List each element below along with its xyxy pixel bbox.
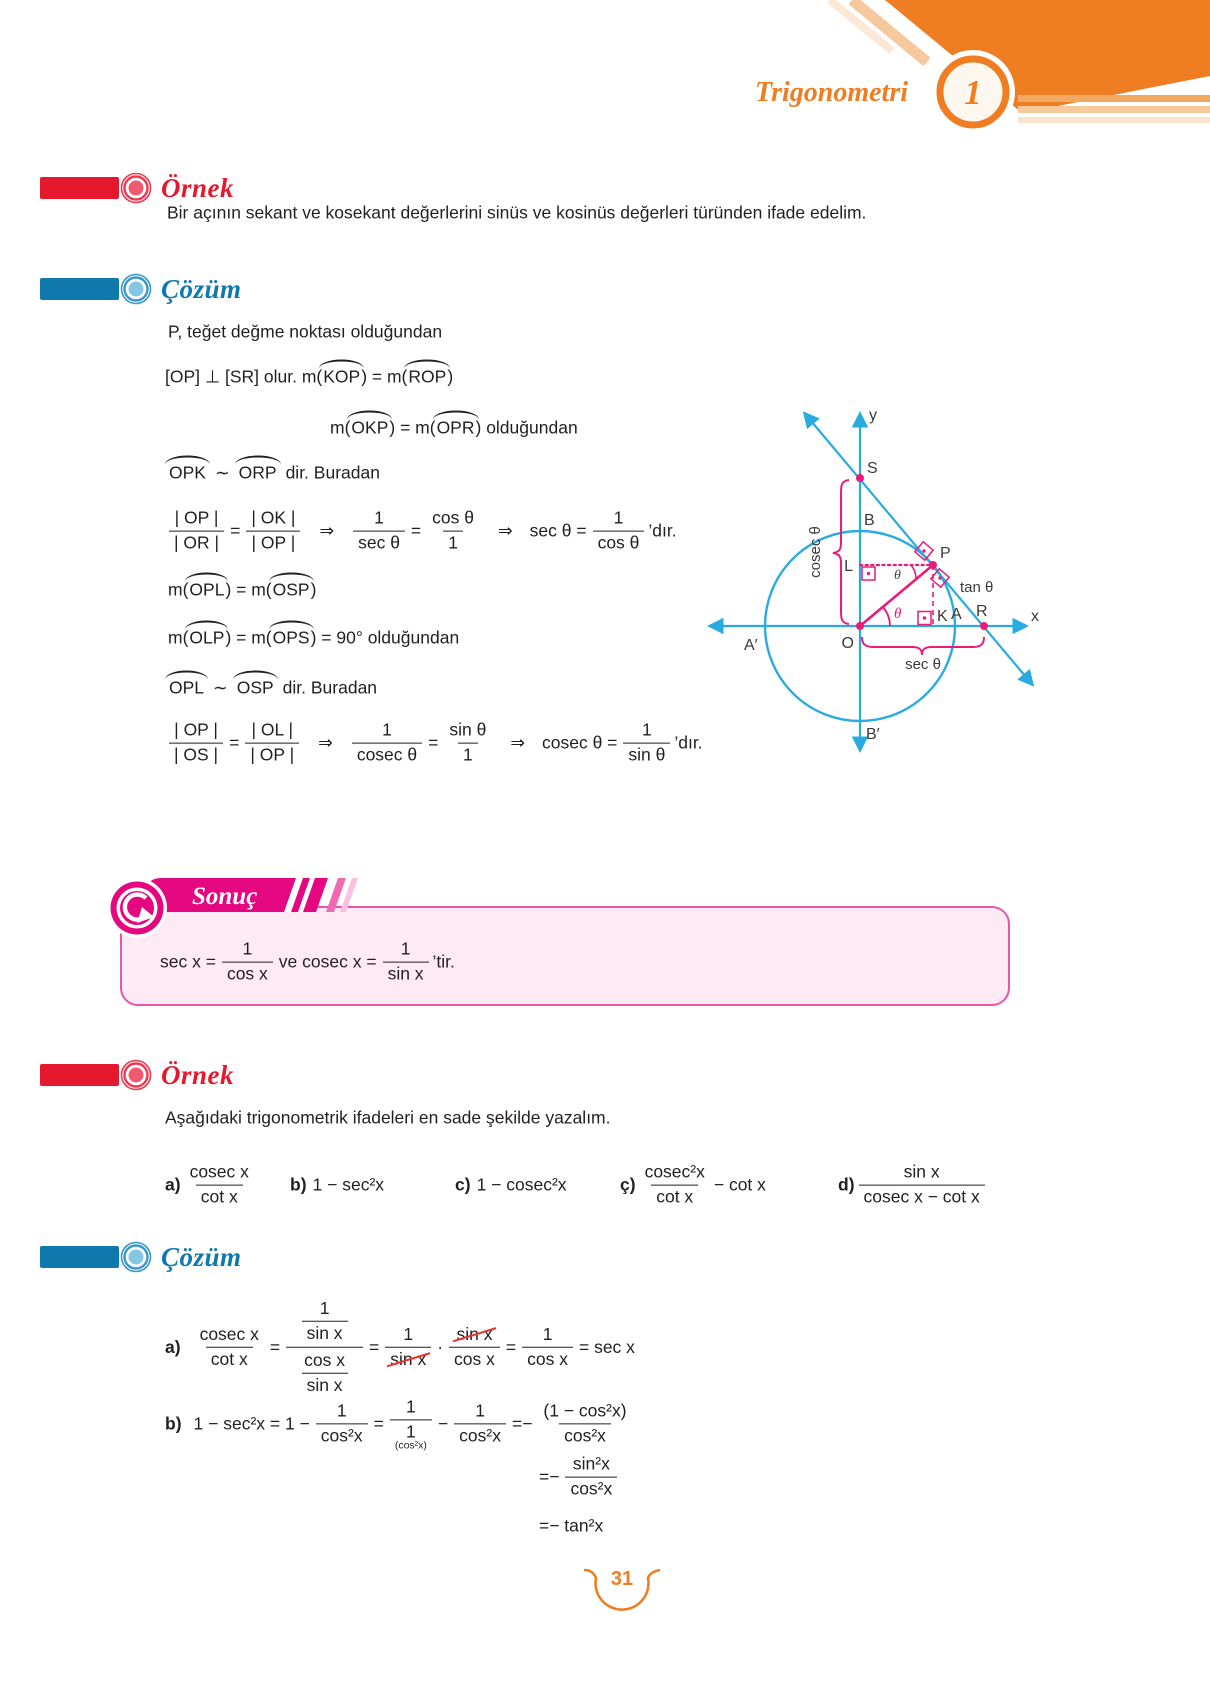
angle-hat: OSP: [236, 677, 274, 698]
cancelled-term: sin x: [390, 1348, 427, 1369]
fraction: $\frac{1}{\text{sin x}}$: [385, 1324, 431, 1371]
result-banner-label: Sonuç: [192, 883, 258, 910]
label-B-prime: B′: [866, 726, 880, 743]
angle-hat: OPK: [169, 462, 206, 483]
angle-hat: KOP: [323, 366, 361, 387]
banner-label: Çözüm: [161, 273, 242, 304]
banner-bar: [40, 177, 119, 199]
point-O: [856, 622, 864, 630]
label-B: B: [864, 512, 875, 529]
fraction: $\frac{| OK |}{| OP |}$: [246, 508, 300, 555]
fraction: $\frac{1}{\text{cos x}}$: [222, 939, 273, 986]
implies-arrow: ⇒: [510, 732, 525, 753]
solution-line-3: m( OKP ) = m( OPR ) olduğundan: [330, 417, 578, 438]
angle-hat: OLP: [189, 627, 225, 648]
solution-line-1: P, teğet değme noktası olduğundan: [168, 321, 443, 342]
label-x: x: [1031, 608, 1039, 625]
target-icon: [119, 1240, 153, 1274]
solution-a-row: a) $\frac{\text{cosec x}}{\text{cot x}}$ = $\frac{\frac{1}{\text{sin x}}}{\frac{\text{cos x}}{\text{sin x}}}$ = $\frac{1}{\text{sin x}}$ · $\frac{\text{sin x}}{\text{cos x}}$ = $\frac{1}{\text{cos x}}$ = sec x: [165, 1296, 637, 1399]
solution-b-continuation-1: =− $\frac{\text{sin²x}}{\text{cos²x}}$: [537, 1454, 621, 1501]
cosec-brace: [833, 480, 849, 624]
solution-line-6: m( OLP ) = m( OPS ) = 90° olduğundan: [168, 627, 460, 648]
example-banner-1: [40, 170, 234, 206]
solution-line-7: OPL ∼ OSP dir. Buradan: [169, 677, 378, 698]
fraction: $\frac{| OL |}{| OP |}$: [245, 720, 299, 767]
fraction: $\frac{\text{sin θ}}{1}$: [449, 719, 487, 765]
banner-label: Örnek: [161, 172, 235, 203]
solution-banner-2: [40, 1239, 242, 1275]
label-R: R: [976, 603, 988, 620]
page-footer: [450, 1550, 770, 1620]
example-banner-2: [40, 1057, 234, 1093]
angle-hat: OKP: [351, 417, 389, 438]
fraction: $\frac{1}{\text{cosec θ}}$: [352, 720, 422, 767]
fraction: $\frac{\text{(1 − cos²x)}}{\text{cos²x}}$: [543, 1400, 627, 1446]
banner-bar: [40, 1246, 119, 1268]
fraction: $\frac{\text{sin²x}}{\text{cos²x}}$: [565, 1454, 617, 1501]
label-O: O: [841, 635, 854, 652]
cancelled-term: sin x: [456, 1323, 493, 1344]
solution-line-5: m( OPL ) = m( OSP ): [168, 579, 317, 600]
fraction: $\frac{1}{\text{sin x}}$: [383, 939, 429, 986]
theta-arc-at-P: [911, 565, 916, 579]
page-number: 31: [610, 1568, 634, 1590]
fraction: $\frac{| OP |}{| OR |}$: [169, 508, 224, 555]
theta-label-P: θ: [894, 568, 901, 583]
cosec-theta-label: cosec θ: [807, 526, 824, 578]
label-y: y: [869, 407, 877, 424]
problem-item-c: c) 1 − cosec²x: [455, 1174, 567, 1195]
label-A: A: [951, 606, 962, 623]
problem-item-a: a) $\frac{\text{cosec x}}{\text{cot x}}$: [165, 1162, 258, 1209]
solution-banner-1: [40, 271, 242, 307]
fraction: $\frac{\text{sin x}}{\text{cosec x − cot x}}$: [859, 1162, 985, 1209]
sec-brace: [862, 637, 984, 655]
label-S: S: [867, 460, 878, 477]
angle-hat: ORP: [238, 462, 277, 483]
label-A-prime: A′: [744, 637, 758, 654]
example-1-text: Bir açının sekant ve kosekant değerlerini sinüs ve kosinüs değerleri türünden ifade edelim.: [167, 202, 867, 223]
angle-hat: OPL: [189, 579, 225, 600]
problem-item-d: d) $\frac{\text{sin x}}{\text{cosec x − cot x}}$: [838, 1162, 989, 1209]
header-rule-1: [1018, 95, 1210, 102]
angle-hat: ROP: [408, 366, 447, 387]
banner-bar: [40, 278, 119, 300]
equation-sec: $\frac{| OP |}{| OR |}$ = $\frac{| OK |}{| OP |}$ ⇒ $\frac{1}{\text{sec θ}}$ = $\frac{\text{cos θ}}{1}$ ⇒ sec θ = $\frac{1}{\text{cos θ}}$ ’dır.: [165, 508, 677, 555]
fraction: $\frac{1}{\text{cos²x}}$: [454, 1401, 506, 1448]
fraction: $\frac{1}{\text{cos²x}}$: [316, 1401, 368, 1448]
theta-arc-at-O: [883, 607, 890, 626]
fraction: $\frac{1}{\text{cos x}}$: [522, 1324, 573, 1371]
fraction: $\frac{\text{cos θ}}{1}$: [432, 507, 474, 553]
label-K: K: [937, 608, 948, 625]
point-R: [980, 622, 988, 630]
unit-circle-diagram: [648, 360, 1046, 765]
fraction: $\frac{1}{\text{sec θ}}$: [353, 508, 405, 555]
header-rule-3: [1018, 117, 1210, 123]
label-L: L: [844, 558, 853, 575]
problem-item-c2: ç) $\frac{\text{cosec²x}}{\text{cot x}}$ − cot x: [620, 1161, 766, 1207]
target-icon: [119, 1058, 153, 1092]
solution-line-4: OPK ∼ ORP dir. Buradan: [169, 462, 380, 483]
fraction-nested: $\frac{\frac{1}{\text{sin x}}}{\frac{\text{cos x}}{\text{sin x}}}$: [286, 1296, 363, 1399]
sec-theta-label: sec θ: [905, 656, 941, 673]
example-2-text: Aşağıdaki trigonometrik ifadeleri en sade şekilde yazalım.: [165, 1107, 611, 1128]
chapter-title: Trigonometri: [755, 77, 908, 108]
fraction: $\frac{1}{\text{sin θ}}$: [623, 720, 670, 767]
tan-theta-label: tan θ: [960, 579, 994, 596]
implies-arrow: ⇒: [319, 520, 335, 541]
point-S: [856, 474, 864, 482]
implies-arrow: ⇒: [318, 732, 333, 753]
fraction: $\frac{\text{cosec x}}{\text{cot x}}$: [199, 1323, 259, 1369]
header-decoration: [0, 0, 1210, 155]
banner-label: Çözüm: [161, 1241, 242, 1272]
result-formula: sec x = $\frac{1}{\text{cos x}}$ ve cosec x = $\frac{1}{\text{sin x}}$ ’tir.: [160, 938, 455, 984]
fraction: $\frac{| OP |}{| OS |}$: [169, 720, 223, 767]
label-P: P: [940, 545, 951, 562]
angle-hat: OPL: [169, 677, 205, 698]
problem-item-b: b) 1 − sec²x: [290, 1174, 385, 1195]
fraction: $\frac{\text{cosec x}}{\text{cot x}}$: [189, 1161, 249, 1207]
banner-label: Örnek: [161, 1059, 235, 1090]
fraction: $\frac{1}{\text{cos θ}}$: [593, 508, 645, 555]
angle-hat: OPS: [272, 627, 310, 648]
solution-line-2: [OP] ⊥ [SR] olur. m( KOP ) = m( ROP ): [165, 366, 454, 387]
banner-bar: [40, 1064, 119, 1086]
fraction: $\frac{\text{sin x}}{\text{cos x}}$: [449, 1324, 500, 1371]
angle-hat: OSP: [272, 579, 310, 600]
point-P: [929, 561, 937, 569]
target-icon: [119, 171, 153, 205]
equation-cosec: $\frac{| OP |}{| OS |}$ = $\frac{| OL |}{| OP |}$ ⇒ $\frac{1}{\text{cosec θ}}$ = $\frac{\text{sin θ}}{1}$ ⇒ cosec θ = $\frac{1}{\text{sin θ}}$ ’dır.: [165, 720, 703, 767]
solution-b-row: b) 1 − sec²x = 1 − $\frac{1}{\text{cos²x}}$ = 1 1 (cos²x) − $\frac{1}{\text{cos²x}}$ =− $\frac{\text{(1 − cos²x)}}{\text{cos²x}}$: [165, 1396, 636, 1451]
angle-hat: OPR: [436, 417, 475, 438]
multiplier-annotation: (cos²x): [394, 1439, 427, 1452]
solution-b-continuation-2: =− tan²x: [539, 1515, 604, 1536]
chapter-number: 1: [964, 73, 982, 112]
fraction: $\frac{\text{cosec²x}}{\text{cot x}}$: [644, 1161, 705, 1207]
theta-label-O: θ: [894, 606, 902, 622]
header-rule-2: [1018, 106, 1210, 113]
target-icon: [119, 272, 153, 306]
fraction-annotated: 1 1 (cos²x): [390, 1396, 432, 1451]
implies-arrow: ⇒: [497, 520, 513, 541]
